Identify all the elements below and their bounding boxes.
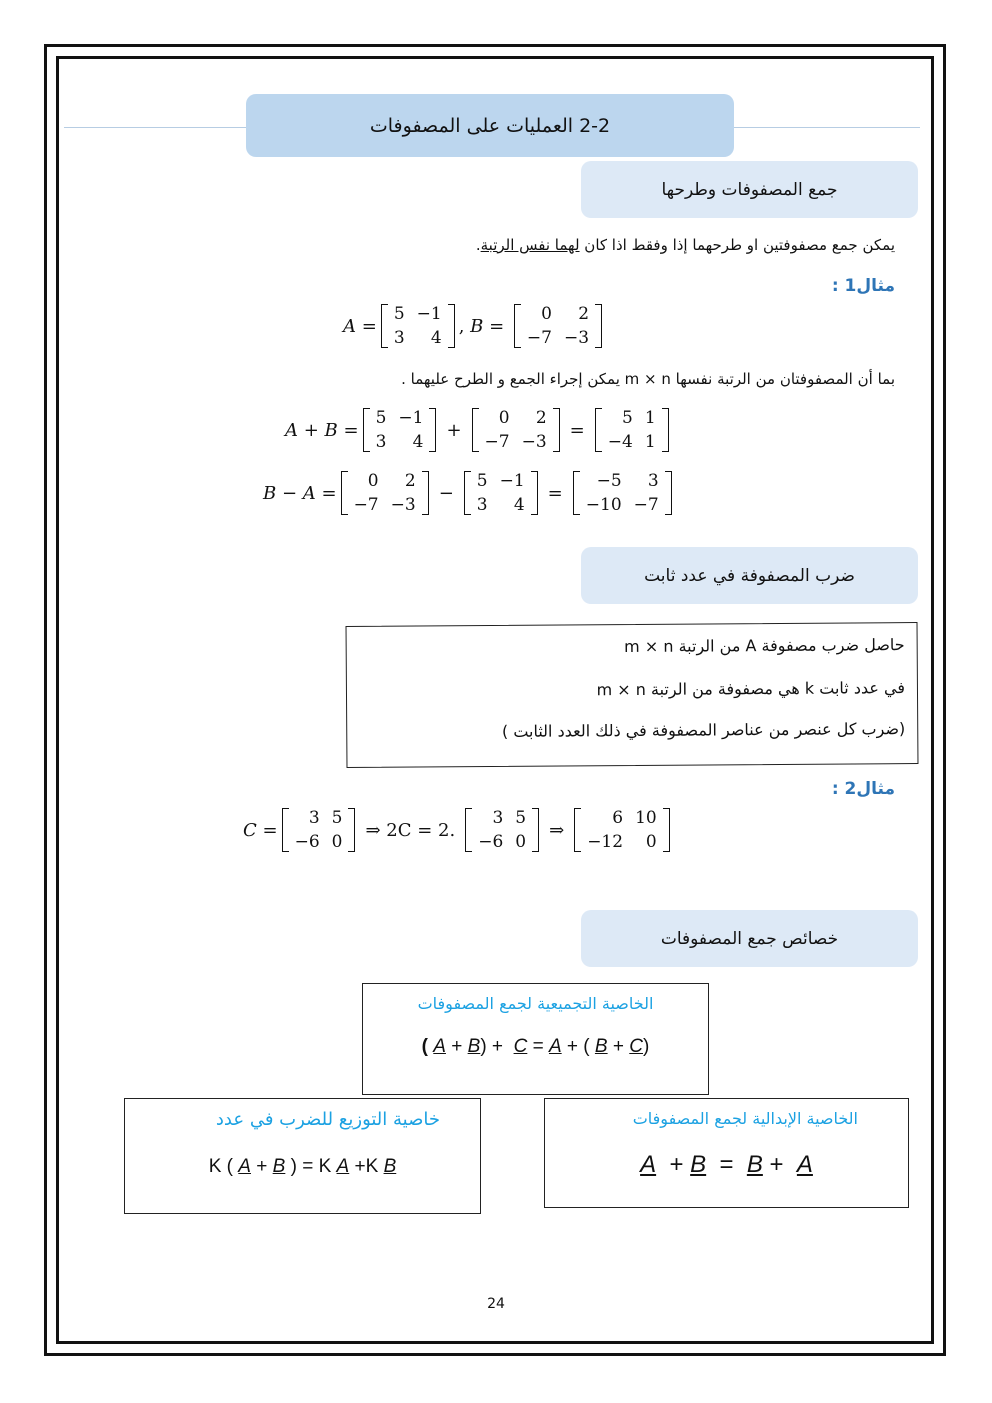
matrix-cell: 5 [375, 408, 387, 428]
subsection-scalar: ضرب المصفوفة في عدد ثابت [581, 547, 918, 604]
definition-line-2: في عدد ثابت k هي مصفوفة من الرتبة m × n [596, 678, 906, 700]
scalar-equation: C = 3 5 −6 0 ⇒ 2C = 2. 3 5 −6 0 ⇒ 6 10 −12 0 [243, 806, 674, 854]
matrix-A [363, 406, 437, 454]
distributive-property-box [124, 1098, 481, 1214]
matrix-C [465, 806, 539, 854]
matrix-cell: −10 [585, 495, 622, 515]
matrix-cell: −5 [596, 471, 622, 491]
matrix-cell: −12 [587, 832, 624, 852]
associative-formula: ( A + B) + C = A + ( B + C) [421, 1036, 650, 1057]
matrix-cell: 3 [476, 495, 488, 515]
matrix-cell: 3 [375, 432, 387, 452]
matrix-cell: 3 [393, 328, 405, 348]
matrix-cell: 5 [331, 808, 343, 828]
matrix-A [381, 302, 455, 350]
subsection-addition: جمع المصفوفات وطرحها [581, 161, 918, 218]
matrix-sum-result [595, 406, 669, 454]
matrix-cell: 4 [412, 432, 424, 452]
matrix-cell: −3 [390, 495, 416, 515]
matrix-cell: 0 [645, 832, 657, 852]
difference-equation: B − A = 0 2 −7 −3 − 5 −1 3 4 = −5 3 −10 −7 [263, 469, 676, 517]
matrix-B [514, 302, 602, 350]
matrix-cell: 5 [476, 471, 488, 491]
matrix-cell: 2 [578, 304, 590, 324]
example1-label: مثال1 : [831, 276, 895, 296]
matrix-cell: 4 [513, 495, 525, 515]
distributive-property-title: خاصية التوزيع للضرب في عدد [215, 1109, 440, 1130]
matrix-B [472, 406, 560, 454]
matrix-cell: 4 [430, 328, 442, 348]
matrix-cell: −4 [607, 432, 633, 452]
matrix-cell: 0 [498, 408, 510, 428]
matrix-cell: −3 [563, 328, 590, 348]
matrix-cell: 5 [393, 304, 405, 324]
matrix-cell: 6 [612, 808, 624, 828]
matrix-difference-result [573, 469, 672, 517]
matrix-cell: 0 [541, 304, 552, 324]
example2-label: مثال2 : [831, 779, 895, 799]
commutative-formula: A + B = B + A [640, 1151, 813, 1178]
matrix-cell: −7 [353, 495, 379, 515]
matrix-cell: 2 [535, 408, 547, 428]
matrix-cell: 1 [644, 408, 656, 428]
section-title: 2-2 العمليات على المصفوفات [246, 94, 734, 157]
matrix-A [464, 469, 538, 517]
matrix-cell: 0 [367, 471, 379, 491]
matrix-cell: −7 [526, 328, 552, 348]
associative-property-title: الخاصية التجميعية لجمع المصفوفات [417, 994, 654, 1013]
distributive-formula: K ( A + B ) = K A +K B [208, 1156, 397, 1177]
commutative-property-title: الخاصية الإبدالية لجمع المصفوفات [632, 1109, 858, 1128]
intro-text: يمكن جمع مصفوفتين او طرحهما إذا وفقط اذا كان لهما نفس الرتبة. [475, 236, 895, 254]
sum-equation: A + B = 5 −1 3 4 + 0 2 −7 −3 = 5 1 −4 1 [285, 406, 673, 454]
matrix-cell: 5 [515, 808, 527, 828]
commutative-property-box [544, 1098, 909, 1208]
matrix-cell: −1 [499, 471, 525, 491]
matrix-cell: −1 [398, 408, 424, 428]
page-number: 24 [487, 1296, 505, 1312]
matrix-cell: 2 [404, 471, 416, 491]
example1-note: بما أن المصفوفتان من الرتبة نفسها m × n يمكن إجراء الجمع و الطرح عليهما . [401, 370, 895, 388]
definition-box [346, 622, 919, 768]
matrix-cell: −6 [294, 832, 320, 852]
matrix-cell: −7 [484, 432, 510, 452]
matrix-cell: 1 [644, 432, 656, 452]
matrix-cell: 0 [331, 832, 343, 852]
matrix-cell: 3 [308, 808, 320, 828]
subsection-properties: خصائص جمع المصفوفات [581, 910, 918, 967]
matrix-cell: 0 [515, 832, 527, 852]
associative-property-box [362, 983, 709, 1095]
matrix-cell: −7 [633, 495, 659, 515]
matrix-cell: 3 [647, 471, 659, 491]
matrix-B [341, 469, 429, 517]
definition-line-3: (ضرب كل عنصر من عناصر المصفوفة في ذلك العدد الثابت ) [501, 719, 906, 741]
matrix-cell: 5 [622, 408, 633, 428]
matrix-cell: −3 [521, 432, 547, 452]
matrix-cell: 10 [635, 808, 657, 828]
matrix-cell: −1 [416, 304, 442, 324]
definition-line-1: حاصل ضرب مصفوفة A من الرتبة m × n [624, 635, 905, 657]
example1-definitions: A = 5 −1 3 4 , B = 0 2 −7 −3 [343, 302, 606, 350]
matrix-C [282, 806, 356, 854]
matrix-cell: −6 [478, 832, 504, 852]
matrix-scalar-result [574, 806, 670, 854]
matrix-cell: 3 [492, 808, 504, 828]
